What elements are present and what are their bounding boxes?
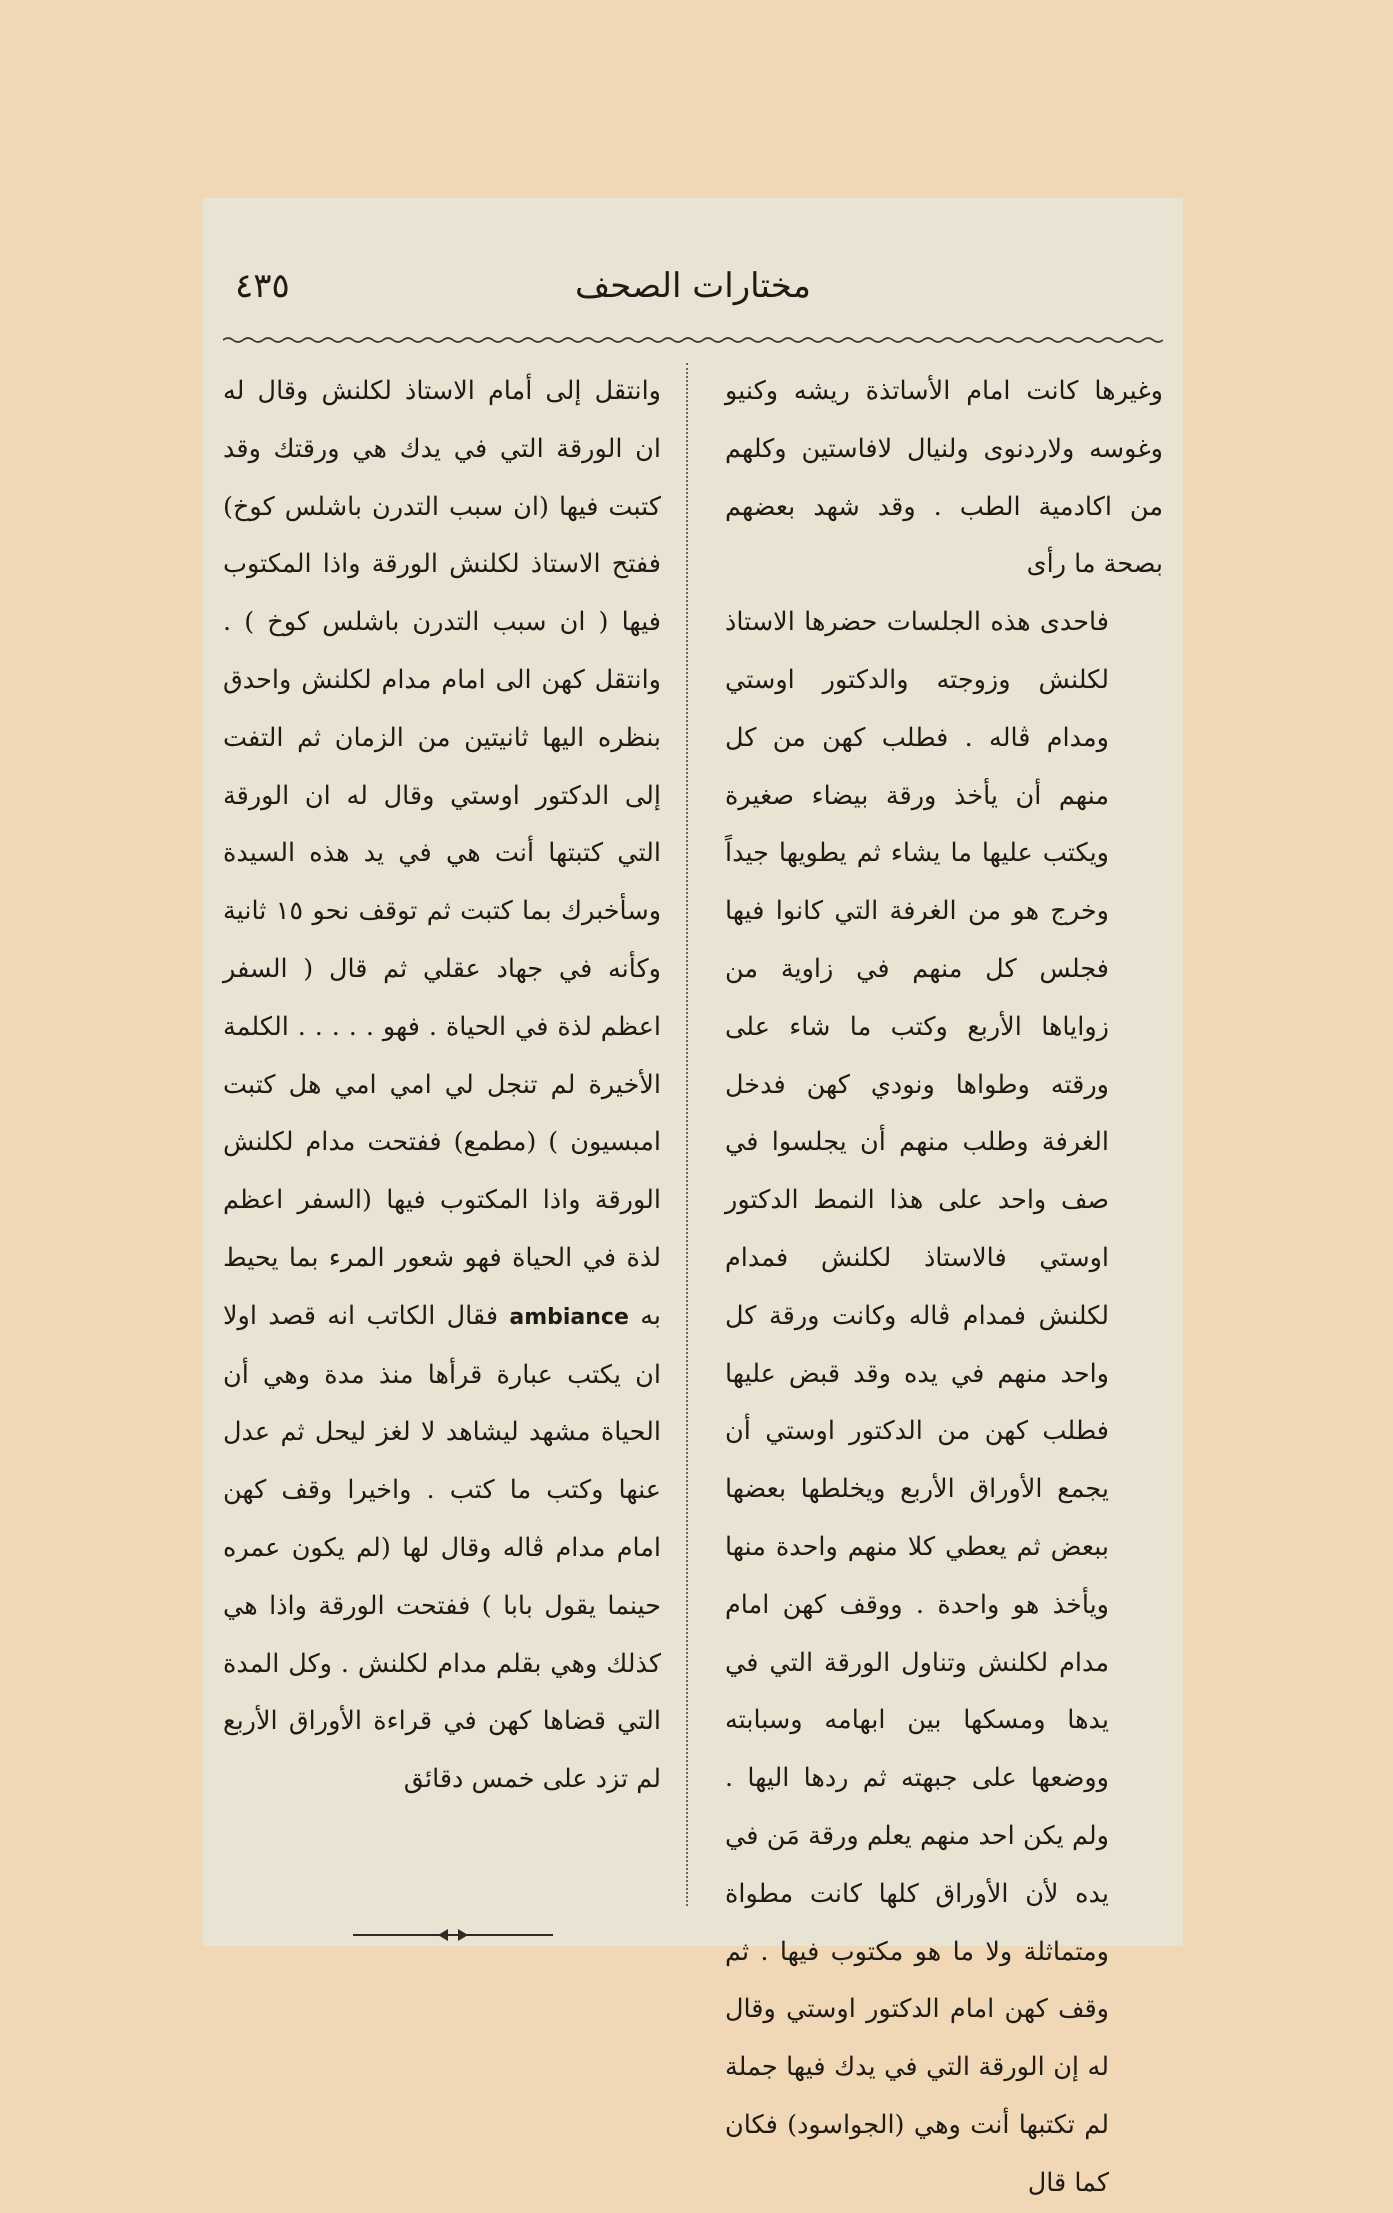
page-header [223,258,1163,318]
book-page [203,198,1183,2198]
two-column-body [223,363,1163,2198]
right-paragraph-2: فاحدى هذه الجلسات حضرها الاستاذ لكلنش وزوجته والدكتور اوستي ومدام ڤاله . فطلب كهن من كل منهم أن يأخذ ورقة بيضاء صغيرة ويكتب عليها ما يشاء ثم يطويها جيداً وخرج هو من الغرفة التي كانوا فيها فجلس كل منهم في زاوية من زواياها الأربع وكتب ما شاء على ورقته وطواها ونودي كهن فدخل الغرفة وطلب منهم أن يجلسوا في صف واحد على هذا النمط الدكتور اوستي فالاستاذ لكلنش فمدام لكلنش فمدام ڤاله وكانت ورقة كل واحد منهم في يده وقد قبض عليها فطلب كهن من الدكتور اوستي أن يجمع الأوراق الأربع ويخلطها بعضها ببعض ثم يعطي كلا منهم واحدة منها ويأخذ هو واحدة . ووقف كهن امام مدام لكلنش وتناول الورقة التي في يدها ومسكها بين ابهامه وسبابته ووضعها على جبهته ثم ردها اليها . ولم يكن احد منهم يعلم ورقة مَن في يده لأن الأوراق كلها كانت مطواة ومتماثلة ولا ما هو مكتوب فيها . ثم وقف كهن امام الدكتور اوستي وقال له إن الورقة التي في يدك فيها جملة لم تكتبها أنت وهي (الجواسود) فكان كما قال [725,607,1109,2198]
page-number: ٤٣٥ [235,266,290,306]
header-wavy-rule [223,335,1163,345]
right-column [725,363,1163,2213]
left-paragraph [223,363,661,1809]
latin-word: ambiance [509,1304,629,1330]
left-text-part-2: فقال الكاتب انه قصد اولا ان يكتب عبارة قرأها منذ مدة وهي أن الحياة مشهد ليشاهد لا لغز ليحل ثم عدل عنها وكتب ما كتب . واخيرا وقف كهن امام مدام ڤاله وقال لها (لم يكون عمره حينما يقول بابا ) ففتحت الورقة واذا هي كذلك وهي بقلم مدام لكلنش . وكل المدة التي قضاها كهن في قراءة الأوراق الأربع لم تزد على خمس دقائق [223,1300,661,1795]
running-title: مختارات الصحف [575,266,811,306]
column-divider [686,363,688,1906]
right-paragraph-1: وغيرها كانت امام الأساتذة ريشه وكنيو وغوسه ولاردنوى ولنيال لافاستين وكلهم من اكادمية الطب . وقد شهد بعضهم بصحة ما رأى [725,376,1163,580]
left-text-part-1: وانتقل إلى أمام الاستاذ لكلنش وقال له ان الورقة التي في يدك هي ورقتك وقد كتبت فيها (ان سبب التدرن باشلس كوخ) ففتح الاستاذ لكلنش الورقة واذا المكتوب فيها ( ان سبب التدرن باشلس كوخ ) . وانتقل كهن الى امام مدام لكلنش واحدق بنظره اليها ثانيتين من الزمان ثم التفت إلى الدكتور اوستي وقال له ان الورقة التي كتبتها أنت هي في يد هذه السيدة وسأخبرك بما كتبت ثم توقف نحو ١٥ ثانية وكأنه في جهاد عقلي ثم قال ( السفر اعظم لذة في الحياة . فهو . . . . . الكلمة الأخيرة لم تنجل لي امي امي هل كتبت امبسيون ) (مطمع) ففتحت مدام لكلنش الورقة واذا المكتوب فيها (السفر اعظم لذة في الحياة فهو شعور المرء بما يحيط به [223,376,662,1331]
left-column [223,363,661,1809]
end-ornament [353,1925,553,1945]
